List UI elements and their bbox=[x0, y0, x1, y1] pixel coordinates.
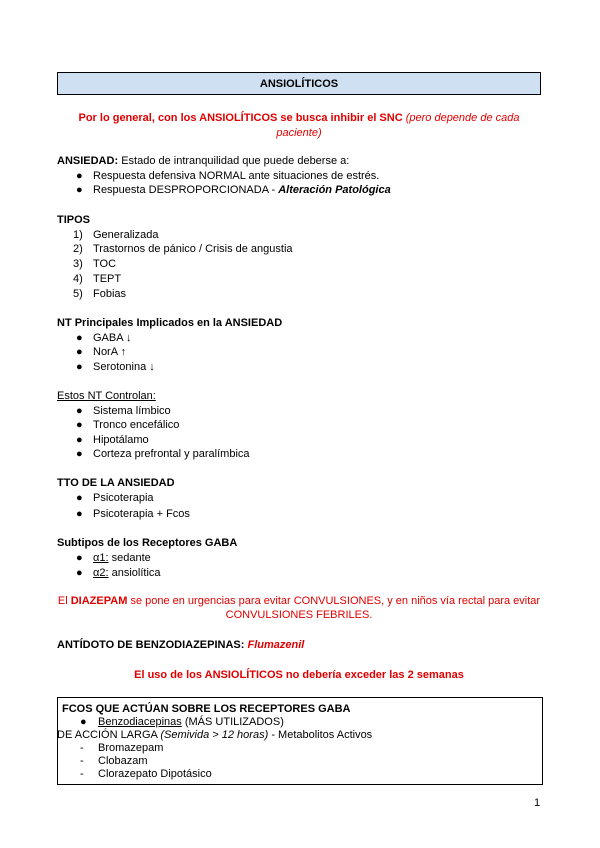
diazepam-line-2: CONVULSIONES FEBRILES. bbox=[225, 609, 373, 621]
diazepam-pre: El bbox=[57, 595, 68, 607]
list-item: Generalizada bbox=[93, 229, 159, 241]
antidoto-value: Flumazenil bbox=[247, 639, 305, 651]
bullet-icon: ● bbox=[76, 508, 83, 520]
ansiedad-text: Estado de intranquilidad que puede deberse a: bbox=[121, 155, 350, 167]
warning-line: El uso de los ANSIOLÍTICOS no debería exceder las 2 semanas bbox=[134, 669, 464, 681]
dash-marker: - bbox=[80, 755, 84, 767]
list-item: Serotonina ↓ bbox=[93, 361, 155, 373]
bullet-icon: ● bbox=[76, 492, 83, 504]
list-item: Hipotálamo bbox=[93, 434, 149, 446]
bullet-icon: ● bbox=[76, 332, 83, 344]
list-item-emphasis: Alteración Patológica bbox=[278, 184, 391, 196]
list-item: TOC bbox=[93, 258, 117, 270]
list-item bbox=[98, 716, 284, 728]
bullet-icon: ● bbox=[76, 567, 83, 579]
diazepam-line-1 bbox=[57, 595, 541, 607]
bullet-icon: ● bbox=[76, 448, 83, 460]
tipos-heading: TIPOS bbox=[57, 214, 91, 226]
list-item bbox=[93, 184, 391, 196]
bullet-rest: (MÁS UTILIZADOS) bbox=[184, 716, 284, 728]
tto-heading: TTO DE LA ANSIEDAD bbox=[57, 477, 175, 489]
list-number: 4) bbox=[73, 273, 83, 285]
intro-italic: (pero depende de cada paciente) bbox=[276, 112, 520, 139]
bullet-icon: ● bbox=[76, 361, 83, 373]
intro-bold: Por lo general, con los ANSIOLÍTICOS se busca inhibir el SNC bbox=[78, 112, 403, 124]
bullet-icon: ● bbox=[80, 716, 87, 728]
controlan-heading: Estos NT Controlan: bbox=[57, 390, 156, 402]
list-item: GABA ↓ bbox=[93, 332, 132, 344]
section-title bbox=[57, 72, 541, 95]
bullet-icon: ● bbox=[76, 419, 83, 431]
list-number: 1) bbox=[73, 229, 83, 241]
intro-paragraph bbox=[57, 111, 541, 141]
line-pre: DE ACCIÓN LARGA bbox=[57, 729, 158, 741]
list-number: 5) bbox=[73, 288, 83, 300]
receptor-key: α1: bbox=[93, 552, 109, 564]
nt-heading: NT Principales Implicados en la ANSIEDAD bbox=[57, 317, 283, 329]
list-item: Clorazepato Dipotásico bbox=[98, 768, 212, 780]
diazepam-rest: se pone en urgencias para evitar CONVULSIONES, y en niños vía rectal para evitar bbox=[130, 595, 541, 607]
list-item: NorA ↑ bbox=[93, 346, 127, 358]
list-item bbox=[93, 552, 151, 564]
list-number: 3) bbox=[73, 258, 83, 270]
antidoto-label: ANTÍDOTO DE BENZODIAZEPINAS: bbox=[57, 639, 245, 651]
bullet-icon: ● bbox=[76, 346, 83, 358]
bullet-underlined: Benzodiacepinas bbox=[98, 716, 182, 728]
box-heading: FCOS QUE ACTÚAN SOBRE LOS RECEPTORES GABA bbox=[62, 703, 351, 715]
ansiedad-definition bbox=[57, 155, 349, 167]
bullet-icon: ● bbox=[76, 434, 83, 446]
receptor-value: sedante bbox=[111, 552, 151, 564]
list-item: Trastornos de pánico / Crisis de angustia bbox=[93, 243, 293, 255]
antidoto-line bbox=[57, 639, 304, 651]
dash-marker: - bbox=[80, 768, 84, 780]
page-number: 1 bbox=[534, 797, 541, 809]
list-item bbox=[93, 567, 161, 579]
list-item: Tronco encefálico bbox=[93, 419, 180, 431]
list-item: Psicoterapia + Fcos bbox=[93, 508, 190, 520]
bullet-icon: ● bbox=[76, 184, 83, 196]
ansiedad-label: ANSIEDAD: bbox=[57, 155, 119, 167]
list-item-text: Respuesta DESPROPORCIONADA - bbox=[93, 184, 276, 196]
bullet-icon: ● bbox=[76, 170, 83, 182]
subtipos-heading: Subtipos de los Receptores GABA bbox=[57, 537, 238, 549]
list-item: Corteza prefrontal y paralímbica bbox=[93, 448, 250, 460]
list-item: Respuesta defensiva NORMAL ante situaciones de estrés. bbox=[93, 170, 380, 182]
line-italic: (Semivida > 12 horas) bbox=[160, 729, 269, 741]
list-item: Bromazepam bbox=[98, 742, 164, 754]
list-number: 2) bbox=[73, 243, 83, 255]
receptor-key: α2: bbox=[93, 567, 109, 579]
list-item: Psicoterapia bbox=[93, 492, 154, 504]
line-rest: - Metabolitos Activos bbox=[271, 729, 373, 741]
bullet-icon: ● bbox=[76, 552, 83, 564]
section-title-text: ANSIOLÍTICOS bbox=[259, 77, 339, 90]
list-item: Fobias bbox=[93, 288, 127, 300]
diazepam-bold: DIAZEPAM bbox=[70, 595, 128, 607]
list-item: Sistema límbico bbox=[93, 405, 171, 417]
list-item: Clobazam bbox=[98, 755, 148, 767]
dash-marker: - bbox=[80, 742, 84, 754]
bullet-icon: ● bbox=[76, 405, 83, 417]
accion-larga-line bbox=[57, 729, 372, 741]
receptor-value: ansiolítica bbox=[111, 567, 161, 579]
list-item: TEPT bbox=[93, 273, 122, 285]
